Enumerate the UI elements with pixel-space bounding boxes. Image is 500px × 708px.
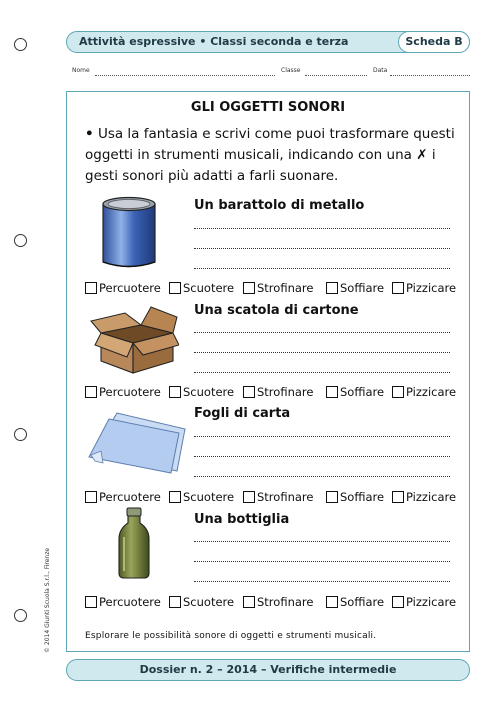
checkbox-scuotere[interactable]: Scuotere bbox=[169, 385, 234, 399]
copyright-notice: © 2014 Giunti Scuola S.r.l., Firenze bbox=[44, 547, 51, 653]
checkbox-strofinare[interactable]: Strofinare bbox=[243, 385, 313, 399]
gesture-options bbox=[85, 385, 465, 401]
metal-can-icon bbox=[100, 195, 158, 271]
checkbox-pizzicare[interactable]: Pizzicare bbox=[392, 281, 456, 295]
checkbox-soffiare[interactable]: Soffiare bbox=[326, 595, 384, 609]
item-title-cardboard-box: Una scatola di cartone bbox=[194, 303, 359, 318]
footer-bar: Dossier n. 2 – 2014 – Verifiche intermedie bbox=[66, 659, 470, 681]
name-field-line[interactable] bbox=[95, 75, 275, 76]
gesture-options bbox=[85, 595, 465, 611]
instruction-text-2: i gesti sonori più adatti a farli suonare. bbox=[85, 147, 436, 184]
checkbox-scuotere[interactable]: Scuotere bbox=[169, 595, 234, 609]
class-field-line[interactable] bbox=[305, 75, 367, 76]
answer-line[interactable] bbox=[194, 228, 450, 229]
name-label: Nome bbox=[72, 67, 90, 74]
answer-line[interactable] bbox=[194, 476, 450, 477]
instructions bbox=[85, 124, 455, 187]
answer-line[interactable] bbox=[194, 581, 450, 582]
binder-hole-top bbox=[14, 38, 27, 51]
checkbox-strofinare[interactable]: Strofinare bbox=[243, 595, 313, 609]
checkbox-pizzicare[interactable]: Pizzicare bbox=[392, 490, 456, 504]
checkbox-pizzicare[interactable]: Pizzicare bbox=[392, 385, 456, 399]
answer-line[interactable] bbox=[194, 268, 450, 269]
cardboard-box-icon bbox=[89, 303, 179, 375]
gesture-options bbox=[85, 281, 465, 297]
header-title: Attività espressive • Classi seconda e terza bbox=[79, 35, 349, 48]
binder-hole-upper bbox=[14, 234, 27, 247]
date-field-line[interactable] bbox=[390, 75, 470, 76]
answer-line[interactable] bbox=[194, 436, 450, 437]
cross-mark-icon: ✗ bbox=[416, 147, 428, 163]
answer-line[interactable] bbox=[194, 248, 450, 249]
bullet-icon: • bbox=[85, 126, 94, 142]
checkbox-scuotere[interactable]: Scuotere bbox=[169, 281, 234, 295]
checkbox-percuotere[interactable]: Percuotere bbox=[85, 595, 161, 609]
binder-hole-lower bbox=[14, 428, 27, 441]
checkbox-strofinare[interactable]: Strofinare bbox=[243, 281, 313, 295]
checkbox-strofinare[interactable]: Strofinare bbox=[243, 490, 313, 504]
class-label: Classe bbox=[281, 67, 301, 74]
item-title-bottle: Una bottiglia bbox=[194, 512, 290, 527]
item-title-paper-sheets: Fogli di carta bbox=[194, 406, 291, 421]
plastic-bottle-icon bbox=[117, 507, 151, 579]
checkbox-soffiare[interactable]: Soffiare bbox=[326, 490, 384, 504]
answer-line[interactable] bbox=[194, 352, 450, 353]
worksheet-title: GLI OGGETTI SONORI bbox=[190, 100, 346, 115]
answer-line[interactable] bbox=[194, 372, 450, 373]
checkbox-percuotere[interactable]: Percuotere bbox=[85, 385, 161, 399]
gesture-options bbox=[85, 490, 465, 506]
checkbox-scuotere[interactable]: Scuotere bbox=[169, 490, 234, 504]
answer-line[interactable] bbox=[194, 541, 450, 542]
learning-goal-note: Esplorare le possibilità sonore di oggetti e strumenti musicali. bbox=[85, 631, 377, 641]
checkbox-pizzicare[interactable]: Pizzicare bbox=[392, 595, 456, 609]
worksheet-frame bbox=[66, 91, 470, 652]
header-bar bbox=[66, 31, 470, 53]
answer-line[interactable] bbox=[194, 561, 450, 562]
checkbox-soffiare[interactable]: Soffiare bbox=[326, 385, 384, 399]
checkbox-percuotere[interactable]: Percuotere bbox=[85, 281, 161, 295]
instruction-text-1: Usa la fantasia e scrivi come puoi trasformare questi oggetti in strumenti musicali, indicando con una bbox=[85, 126, 455, 163]
checkbox-soffiare[interactable]: Soffiare bbox=[326, 281, 384, 295]
sheet-badge: Scheda B bbox=[398, 31, 470, 53]
checkbox-percuotere[interactable]: Percuotere bbox=[85, 490, 161, 504]
item-title-metal-can: Un barattolo di metallo bbox=[194, 198, 365, 213]
paper-sheets-icon bbox=[87, 411, 187, 477]
answer-line[interactable] bbox=[194, 332, 450, 333]
binder-hole-bottom bbox=[14, 609, 27, 622]
answer-line[interactable] bbox=[194, 456, 450, 457]
date-label: Data bbox=[373, 67, 388, 74]
